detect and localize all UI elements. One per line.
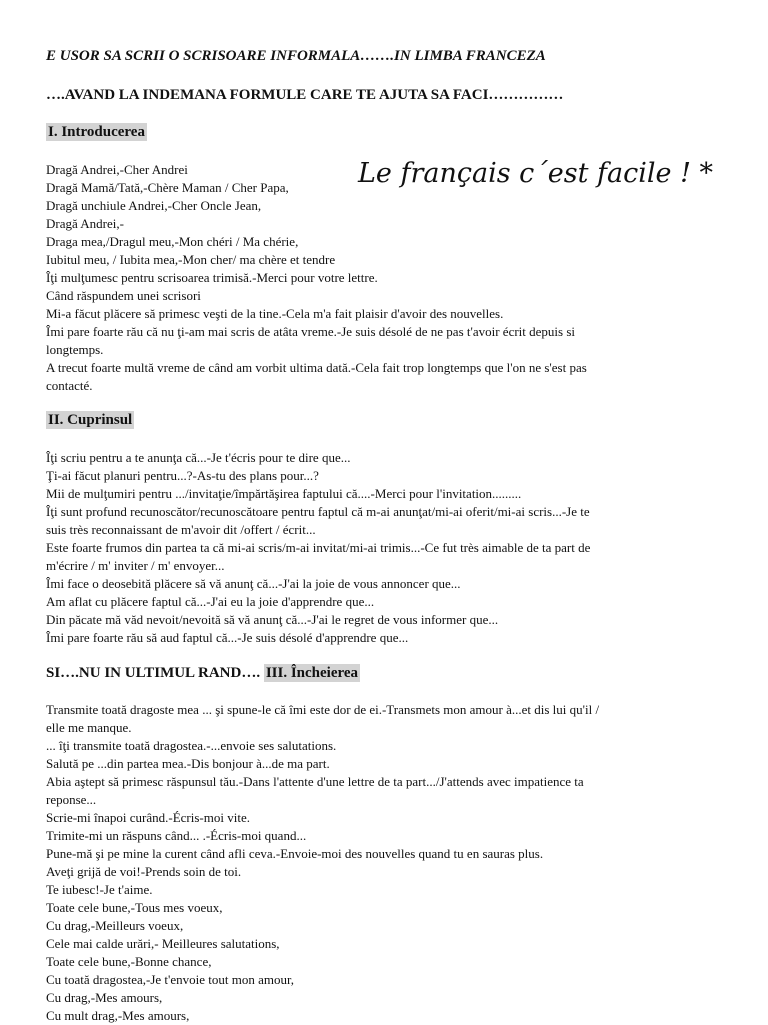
list-item: Cu toată dragostea,-Je t'envoie tout mon amour, bbox=[46, 972, 295, 987]
list-item: Îmi face o deosebită plăcere să vă anunţ că...-J'ai la joie de vous annoncer que... bbox=[46, 576, 461, 591]
section-heading-label: I. Introducerea bbox=[48, 124, 145, 140]
list-item: Am aflat cu plăcere faptul că...-J'ai eu la joie d'apprendre que... bbox=[46, 594, 375, 609]
section-incheierea-lines bbox=[46, 701, 736, 1025]
list-item: Transmite toată dragoste mea ... şi spune-le că îmi este dor de ei.-Transmets mon amour à...et dis lui qu'il / bbox=[46, 702, 600, 717]
list-item: Îţi mulţumesc pentru scrisoarea trimisă.-Merci pour votre lettre. bbox=[46, 270, 378, 285]
section-heading-incheierea bbox=[46, 665, 360, 682]
list-item: Este foarte frumos din partea ta că mi-ai scris/m-ai invitat/mi-ai trimis...-Ce fut très aimable de ta part de bbox=[46, 540, 591, 555]
list-item: Aveţi grijă de voi!-Prends soin de toi. bbox=[46, 864, 242, 879]
section-heading-prefix: SI….NU IN ULTIMUL RAND…. bbox=[46, 665, 261, 681]
list-item: Cele mai calde urări,- Meilleures salutations, bbox=[46, 936, 280, 951]
list-item: reponse... bbox=[46, 792, 97, 807]
list-item: m'écrire / m' inviter / m' envoyer... bbox=[46, 558, 225, 573]
list-item: Toate cele bune,-Bonne chance, bbox=[46, 954, 212, 969]
list-item: Dragă Mamă/Tată,-Chère Maman / Cher Papa, bbox=[46, 180, 289, 195]
list-item: A trecut foarte multă vreme de când am vorbit ultima dată.-Cela fait trop longtemps que l'on ne s'est pas bbox=[46, 360, 587, 375]
list-item: Pune-mă şi pe mine la curent când afli ceva.-Envoie-moi des nouvelles quand tu en sauras plus. bbox=[46, 846, 544, 861]
section-heading-label: III. Încheierea bbox=[265, 665, 359, 681]
list-item: Cu drag,-Meilleurs voeux, bbox=[46, 918, 184, 933]
handwriting-text: Le français c´est facile ! * bbox=[358, 158, 714, 189]
list-item: suis très reconnaissant de m'avoir dit /offert / écrit... bbox=[46, 522, 316, 537]
list-item: Trimite-mi un răspuns când... .-Écris-moi quand... bbox=[46, 828, 307, 843]
document-title: E USOR SA SCRII O SCRISOARE INFORMALA…….IN LIMBA FRANCEZA bbox=[46, 48, 546, 64]
list-item: elle me manque. bbox=[46, 720, 132, 735]
section-heading-introducerea bbox=[46, 124, 147, 141]
document-subtitle: ….AVAND LA INDEMANA FORMULE CARE TE AJUTA SA FACI…………… bbox=[46, 87, 564, 103]
list-item: Când răspundem unei scrisori bbox=[46, 288, 201, 303]
list-item: contacté. bbox=[46, 378, 93, 393]
section-heading-cuprinsul bbox=[46, 412, 134, 429]
section-cuprinsul-lines bbox=[46, 449, 736, 647]
list-item: Dragă Andrei,- bbox=[46, 216, 124, 231]
list-item: Ţi-ai făcut planuri pentru...?-As-tu des plans pour...? bbox=[46, 468, 319, 483]
list-item: Abia aştept să primesc răspunsul tău.-Dans l'attente d'une lettre de ta part.../J'attends avec impatience ta bbox=[46, 774, 584, 789]
list-item: Dragă unchiule Andrei,-Cher Oncle Jean, bbox=[46, 198, 262, 213]
list-item: Îţi scriu pentru a te anunţa că...-Je t'écris pour te dire que... bbox=[46, 450, 351, 465]
list-item: Mii de mulţumiri pentru .../invitaţie/împărtăşirea faptului că....-Merci pour l'invitation......... bbox=[46, 486, 522, 501]
list-item: Mi-a făcut plăcere să primesc veşti de la tine.-Cela m'a fait plaisir d'avoir des nouvelles. bbox=[46, 306, 504, 321]
list-item: Toate cele bune,-Tous mes voeux, bbox=[46, 900, 223, 915]
list-item: Îmi pare foarte rău să aud faptul că...-Je suis désolé d'apprendre que... bbox=[46, 630, 409, 645]
list-item: Din păcate mă văd nevoit/nevoită să vă anunţ că...-J'ai le regret de vous informer que... bbox=[46, 612, 499, 627]
list-item: Scrie-mi înapoi curând.-Écris-moi vite. bbox=[46, 810, 250, 825]
section-heading-label: II. Cuprinsul bbox=[48, 412, 133, 428]
list-item: Salută pe ...din partea mea.-Dis bonjour à...de ma part. bbox=[46, 756, 330, 771]
list-item: Cu mult drag,-Mes amours, bbox=[46, 1008, 190, 1023]
list-item: Cu drag,-Mes amours, bbox=[46, 990, 163, 1005]
list-item: Te iubesc!-Je t'aime. bbox=[46, 882, 153, 897]
list-item: Dragă Andrei,-Cher Andrei bbox=[46, 162, 188, 177]
list-item: Draga mea,/Dragul meu,-Mon chéri / Ma chérie, bbox=[46, 234, 299, 249]
list-item: ... îţi transmite toată dragostea.-...envoie ses salutations. bbox=[46, 738, 337, 753]
list-item: Iubitul meu, / Iubita mea,-Mon cher/ ma chère et tendre bbox=[46, 252, 336, 267]
list-item: Îmi pare foarte rău că nu ţi-am mai scris de atâta vreme.-Je suis désolé de ne pas t'avoir écrit depuis si bbox=[46, 324, 576, 339]
list-item: longtemps. bbox=[46, 342, 104, 357]
list-item: Îţi sunt profund recunoscător/recunoscătoare pentru faptul că m-ai anunţat/mi-ai oferit/mi-ai scris...-Je te bbox=[46, 504, 590, 519]
section-introducerea-lines bbox=[46, 161, 736, 395]
